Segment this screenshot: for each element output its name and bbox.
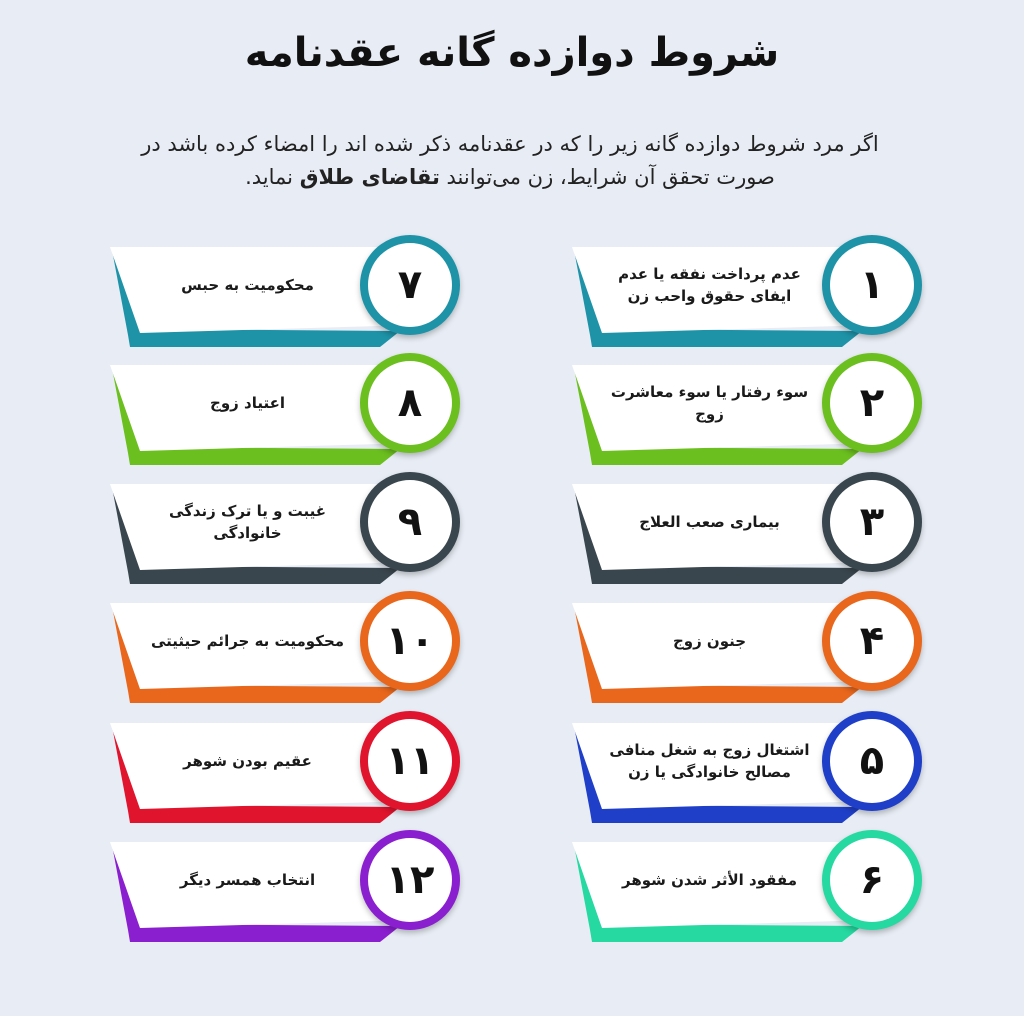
condition-item-12: [110, 830, 470, 950]
condition-item-7: [110, 235, 470, 355]
intro-bold: تقاضای طلاق: [299, 165, 440, 189]
item-number-circle: ۷: [360, 235, 460, 335]
item-number-circle: ۵: [822, 711, 922, 811]
item-label: محکومیت به جرائم حیثیتی: [150, 632, 345, 650]
item-number-circle: ۹: [360, 472, 460, 572]
item-label: جنون زوج: [672, 632, 747, 650]
item-number-circle: ۱۰: [360, 591, 460, 691]
item-label: عدم پرداخت نفقه یا عدم ایفای حقوق واحب زن: [618, 265, 801, 305]
item-number-circle: ۴: [822, 591, 922, 691]
condition-item-4: [572, 591, 932, 711]
condition-item-1: [572, 235, 932, 355]
item-label: اعتیاد زوج: [210, 394, 285, 412]
item-label: اشتغال زوج به شغل منافی مصالح خانوادگی یا زن: [609, 741, 810, 781]
condition-item-3: [572, 472, 932, 592]
item-number-circle: ۶: [822, 830, 922, 930]
condition-item-9: [110, 472, 470, 592]
item-label: انتخاب همسر دیگر: [179, 871, 316, 889]
item-number-circle: ۲: [822, 353, 922, 453]
condition-item-2: [572, 353, 932, 473]
item-number-circle: ۱۱: [360, 711, 460, 811]
item-number-circle: ۱۲: [360, 830, 460, 930]
item-label: سوء رفتار یا سوء معاشرت زوج: [610, 383, 809, 423]
condition-item-6: [572, 830, 932, 950]
condition-item-8: [110, 353, 470, 473]
item-number-circle: ۳: [822, 472, 922, 572]
item-label: مفقود الأثر شدن شوهر: [621, 871, 798, 889]
item-label: محکومیت به حبس: [181, 276, 314, 294]
intro-text: اگر مرد شروط دوازده گانه زیر را که در عقدنامه ذکر شده اند را امضاء کرده باشد در صورت تحقق آن شرایط، زن می‌توانند تقاضای طلاق نماید.: [141, 132, 879, 189]
item-number-circle: ۱: [822, 235, 922, 335]
condition-item-10: [110, 591, 470, 711]
item-label: عقیم بودن شوهر: [183, 752, 312, 770]
item-label: بیماری صعب العلاج: [639, 513, 780, 531]
item-number-circle: ۸: [360, 353, 460, 453]
item-label: غیبت و یا ترک زندگی خانوادگی: [168, 502, 326, 542]
page-title: شروط دوازده گانه عقدنامه: [244, 30, 780, 76]
condition-item-11: [110, 711, 470, 831]
condition-item-5: [572, 711, 932, 831]
